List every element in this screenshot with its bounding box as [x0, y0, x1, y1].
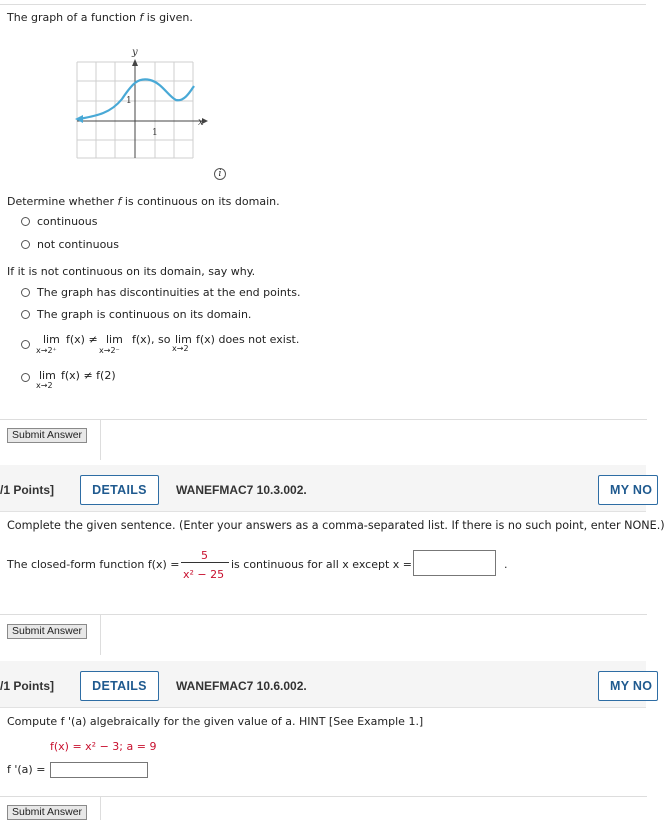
- q2-question-id: WANEFMAC7 10.3.002.: [176, 483, 307, 497]
- radio-continuous[interactable]: [21, 217, 30, 226]
- radio-not-continuous[interactable]: [21, 240, 30, 249]
- divider: [0, 419, 100, 420]
- q2-instruction: Complete the given sentence. (Enter your answers as a comma-separated list. If there is no such point, enter NONE.): [7, 519, 665, 532]
- q2-submit-area: [100, 614, 647, 655]
- q2-fraction-bar: [181, 562, 229, 563]
- divider: [0, 796, 100, 797]
- divider: [0, 614, 100, 615]
- x-axis-label: x: [198, 117, 204, 128]
- q3-submit-button[interactable]: Submit Answer: [7, 805, 87, 820]
- q2-answer-input[interactable]: [413, 550, 496, 576]
- option-continuous-on-domain-label: The graph is continuous on its domain.: [37, 308, 252, 321]
- q1-prompt: Determine whether f is continuous on its domain.: [7, 195, 280, 208]
- y-tick-label: 1: [126, 96, 132, 106]
- q2-submit-button[interactable]: Submit Answer: [7, 624, 87, 639]
- curve-left-arrow: [75, 115, 83, 123]
- option-discontinuities-endpoints-label: The graph has discontinuities at the end points.: [37, 286, 301, 299]
- q3-points: /1 Points]: [0, 679, 55, 693]
- q1-why-prompt: If it is not continuous on its domain, say why.: [7, 265, 256, 278]
- radio-limit-not-equal-value[interactable]: [21, 373, 30, 382]
- q2-period: .: [504, 558, 508, 571]
- q1-submit-button[interactable]: Submit Answer: [7, 428, 87, 443]
- q1-intro: The graph of a function f is given.: [7, 11, 193, 24]
- q1-submit-area: [100, 419, 647, 460]
- x-tick-label: 1: [152, 128, 158, 138]
- q3-submit-area: [100, 796, 647, 820]
- q2-fraction-numerator: 5: [201, 549, 208, 562]
- q2-points: /1 Points]: [0, 483, 55, 497]
- q3-answer-label: f '(a) =: [7, 763, 46, 776]
- option-continuous-label: continuous: [37, 215, 98, 228]
- q2-sentence-suffix: is continuous for all x except x =: [231, 558, 412, 571]
- q3-instruction: Compute f '(a) algebraically for the given value of a. HINT [See Example 1.]: [7, 715, 424, 728]
- option-not-continuous-label: not continuous: [37, 238, 120, 251]
- top-divider: [0, 4, 646, 5]
- y-axis-label: y: [132, 47, 138, 58]
- q3-answer-input[interactable]: [50, 762, 148, 778]
- q2-sentence-prefix: The closed-form function f(x) =: [7, 558, 180, 571]
- function-graph: [70, 44, 220, 164]
- radio-discontinuities-endpoints[interactable]: [21, 288, 30, 297]
- q3-function: f(x) = x² − 3; a = 9: [50, 740, 157, 753]
- q3-question-id: WANEFMAC7 10.6.002.: [176, 679, 307, 693]
- q3-details-button[interactable]: DETAILS: [80, 671, 159, 701]
- q3-my-notes-button[interactable]: MY NO: [598, 671, 658, 701]
- info-icon[interactable]: i: [214, 168, 226, 180]
- q2-my-notes-button[interactable]: MY NO: [598, 475, 658, 505]
- q2-details-button[interactable]: DETAILS: [80, 475, 159, 505]
- radio-limits-differ[interactable]: [21, 340, 30, 349]
- radio-continuous-on-domain[interactable]: [21, 310, 30, 319]
- q2-fraction-denominator: x² − 25: [183, 568, 225, 581]
